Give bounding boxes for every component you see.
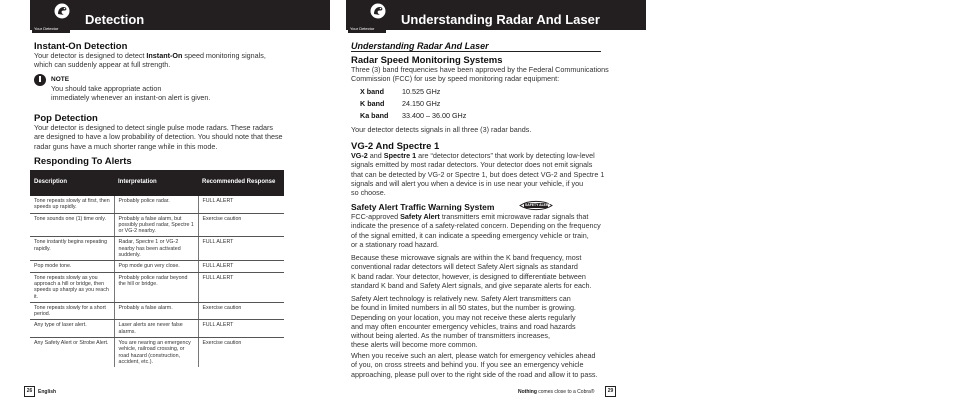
safety-heading: Safety Alert Traffic Warning System — [351, 202, 495, 212]
interp-cell: Laser alerts are never false alarms. — [114, 320, 198, 338]
instant-on-heading: Instant-On Detection — [34, 41, 128, 52]
vg2-bold: VG-2 — [351, 151, 368, 160]
safety-para3 — [351, 294, 646, 350]
desc-cell: Tone repeats slowly as you approach a hill or bridge, then speeds up sharply as you reach it. — [30, 272, 114, 302]
resp-cell: Exercise caution — [198, 302, 284, 320]
interp-cell: Probably police radar. — [114, 196, 198, 213]
safety-line: approaching, please pull over to the right side of the road and allow it to pass. — [351, 369, 598, 379]
desc-cell: Tone repeats slowly for a short period. — [30, 302, 114, 320]
instant-on-post: speed monitoring signals, — [182, 51, 266, 60]
safety-line: standard K band and Safety Alert signals, and give separate alerts for each. — [351, 280, 592, 290]
table-row — [30, 338, 284, 368]
column-header: Recommended Response — [198, 170, 284, 196]
footer-tagline-bold: Nothing — [518, 389, 537, 395]
column-header: Interpretation — [114, 170, 198, 196]
instant-on-bold: Instant-On — [146, 51, 183, 60]
note-label: NOTE — [51, 76, 70, 83]
cobra-logo-icon — [54, 3, 70, 19]
table-row — [30, 302, 284, 320]
interp-cell: You are nearing an emergency vehicle, railroad crossing, or road hazard (construction, accident, etc.). — [114, 338, 198, 368]
safety-line: of the signal emitted, it can indicate a speeding emergency vehicle or train, — [351, 230, 589, 240]
section-heading: Understanding Radar And Laser — [351, 41, 489, 51]
instant-on-line2: which can suddenly appear at full strength. — [34, 60, 171, 70]
desc-cell: Any type of laser alert. — [30, 320, 114, 338]
interp-cell: Probably police radar beyond the hill or bridge. — [114, 272, 198, 302]
interp-cell: Radar, Spectre 1 or VG-2 nearby has been activated suddenly. — [114, 237, 198, 261]
band-name: Ka band — [360, 111, 389, 120]
header-tab-label: Your Detector — [34, 26, 59, 31]
page-title: Detection — [85, 12, 145, 27]
vg2-line: that can be detected by VG-2 or Spectre 1, but does detect VG-2 and Spectre 1 — [351, 169, 605, 179]
safety-para2 — [351, 253, 646, 290]
desc-cell: Tone instantly begins repeating rapidly. — [30, 237, 114, 261]
radar-intro — [351, 65, 646, 84]
vg2-line: so choose. — [351, 188, 386, 198]
radar-line: Commission (FCC) for use by speed monitoring radar equipment: — [351, 74, 560, 84]
band-row — [360, 99, 440, 108]
radar-line: Three (3) band frequencies have been approved by the Federal Communications — [351, 65, 609, 74]
interp-cell: Probably a false alarm. — [114, 302, 198, 320]
safety-line: conventional radar detectors will detect Safety Alert signals as standard — [351, 262, 578, 272]
resp-cell: Exercise caution — [198, 338, 284, 368]
safety-bold: Safety Alert — [400, 212, 440, 221]
safety-line: without being alerted. As the number of transmitters increases, — [351, 331, 550, 341]
band-frequency: 24.150 GHz — [402, 99, 441, 108]
band-frequency: 10.525 GHz — [402, 87, 441, 96]
note-line: immediately whenever an instant-on alert is given. — [51, 93, 211, 103]
note-line: You should take appropriate action — [51, 84, 162, 93]
header-tab-label: Your Detector — [350, 26, 375, 31]
safety-line: of you, on cross streets and behind you. If you see an emergency vehicle — [351, 360, 584, 370]
vg2-heading: VG-2 And Spectre 1 — [351, 141, 440, 152]
page-number: 26 — [24, 386, 35, 397]
table-row — [30, 261, 284, 272]
pop-text — [34, 123, 326, 151]
instant-on-pre: Your detector is designed to detect — [34, 51, 147, 60]
interp-cell: Probably a false alarm, but possibly pulsed radar, Spectre 1 or VG-2 nearby. — [114, 213, 198, 237]
safety-line: K band radar. Your detector, however, is designed to differentiate between — [351, 271, 586, 281]
desc-cell: Tone sounds one (1) time only. — [30, 213, 114, 237]
vg2-rest: are “detector detectors” that work by detecting low-level — [416, 151, 595, 160]
desc-cell: Tone repeats slowly at first, then speeds up rapidly. — [30, 196, 114, 213]
safety-line: Depending on your location, you may not receive these alerts regularly — [351, 312, 576, 322]
note-icon — [34, 74, 46, 86]
safety-line: and may often encounter emergency vehicles, trains and road hazards — [351, 321, 576, 331]
safety-line: be found in limited numbers in all 50 states, but the number is growing. — [351, 303, 576, 313]
footer-tagline-text: comes close to a Cobra® — [536, 389, 595, 395]
header-tab — [348, 0, 386, 33]
vg2-line: signals and will alert you when a device is in use near your vehicle, if you — [351, 178, 584, 188]
table-row — [30, 272, 284, 302]
alerts-heading: Responding To Alerts — [34, 156, 132, 167]
band-name: K band — [360, 99, 385, 108]
safety-para1 — [351, 212, 646, 249]
table-row — [30, 320, 284, 338]
header-tab — [32, 0, 70, 33]
table-header-row — [30, 170, 284, 196]
footer-tagline — [518, 389, 595, 395]
vg2-text — [351, 151, 646, 197]
vg2-and: and — [367, 151, 384, 160]
table-row — [30, 237, 284, 261]
page-number: 29 — [605, 386, 616, 397]
page-title: Understanding Radar And Laser — [401, 12, 600, 27]
table-row — [30, 213, 284, 237]
safety-line: or a stationary road hazard. — [351, 239, 439, 249]
resp-cell: Exercise caution — [198, 213, 284, 237]
pop-heading: Pop Detection — [34, 113, 98, 124]
alerts-table — [30, 170, 284, 367]
safety-post: transmitters emit microwave radar signals that — [439, 212, 589, 221]
cobra-logo-icon — [370, 3, 386, 19]
safety-line: When you receive such an alert, please watch for emergency vehicles ahead — [351, 351, 596, 360]
resp-cell: FULL ALERT — [198, 320, 284, 338]
band-frequency: 33.400 – 36.00 GHz — [402, 111, 467, 120]
safety-alert-logo-text: SAFETY ALERT — [525, 203, 551, 207]
note-text — [51, 84, 311, 103]
desc-cell: Any Safety Alert or Strobe Alert. — [34, 340, 109, 347]
resp-cell: FULL ALERT — [198, 196, 284, 213]
left-page — [26, 0, 330, 420]
pop-line: Your detector is designed to detect single pulse mode radars. These radars — [34, 123, 273, 132]
resp-cell: FULL ALERT — [198, 237, 284, 261]
column-header: Description — [30, 170, 114, 196]
desc-cell: Pop mode tone. — [30, 261, 114, 272]
interp-cell: Pop mode gun very close. — [114, 261, 198, 272]
footer-language: English — [38, 389, 57, 395]
table-row — [30, 196, 284, 213]
resp-cell: FULL ALERT — [198, 261, 284, 272]
safety-line: Safety Alert technology is relatively new. Safety Alert transmitters can — [351, 294, 571, 303]
band-row — [360, 87, 440, 96]
safety-pre: FCC-approved — [351, 212, 401, 221]
safety-line: Because these microwave signals are within the K band frequency, most — [351, 253, 582, 262]
safety-line: indicate the presence of a safety-related concern. Depending on the frequency — [351, 221, 601, 231]
safety-para4 — [351, 351, 646, 379]
safety-line: these alerts will become more common. — [351, 340, 478, 350]
pop-line: radar guns have a much shorter range while in this mode. — [34, 141, 218, 151]
pop-line: are designed to have a low probability of detection. You should note that these — [34, 132, 283, 142]
radar-closing: Your detector detects signals in all three (3) radar bands. — [351, 125, 532, 134]
band-row — [360, 111, 466, 120]
header-bar — [30, 0, 330, 30]
safety-alert-logo — [518, 199, 554, 212]
right-page — [346, 0, 646, 420]
band-name: X band — [360, 87, 384, 96]
spectre-bold: Spectre 1 — [383, 151, 417, 160]
resp-cell: FULL ALERT — [198, 272, 284, 302]
section-rule — [351, 51, 601, 52]
vg2-line: signals emitted by most radar detectors. Your detector does not emit signals — [351, 160, 593, 170]
instant-on-text — [34, 51, 324, 70]
radar-heading: Radar Speed Monitoring Systems — [351, 55, 503, 66]
